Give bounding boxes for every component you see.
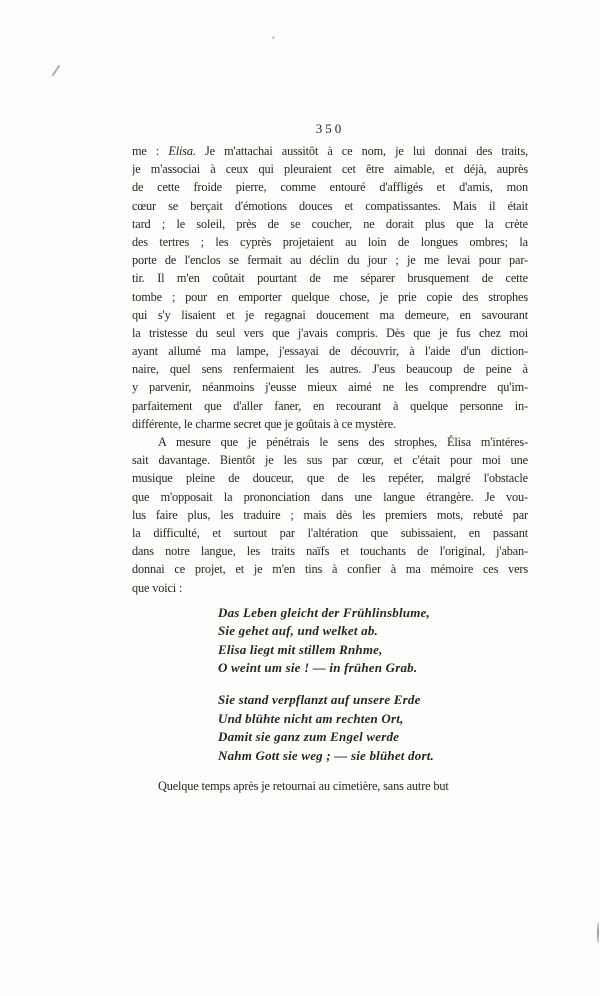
text-line: parfaitement que d'aller faner, en recourant à quelque personne in- bbox=[132, 398, 528, 413]
verse-line: Elisa liegt mit stillem Rnhme, bbox=[218, 641, 383, 657]
text-line: tard ; le soleil, près de se coucher, ne dorait plus que la crète bbox=[132, 216, 528, 231]
text-line: des tertres ; les cyprès projetaient au loin de longues ombres; la bbox=[132, 234, 528, 249]
paragraph bbox=[132, 433, 528, 597]
text-line: sait davantage. Bientôt je les sus par cœur, et c'était pour moi une bbox=[132, 453, 528, 468]
verse-line: Und blühte nicht am rechten Ort, bbox=[218, 710, 404, 726]
verse-line: Sie stand verpflanzt auf unsere Erde bbox=[218, 692, 421, 708]
text-line: A mesure que je pénétrais le sens des strophes, Élisa m'intéres- bbox=[158, 435, 528, 449]
text-line: lus faire plus, les traduire ; mais dès les premiers mots, rebuté par bbox=[132, 507, 528, 522]
text-line: la tristesse du seul vers que j'avais compris. Dès que je fus chez moi bbox=[132, 325, 528, 340]
scan-artifact-slash bbox=[52, 65, 61, 77]
text-line: donnai ce projet, et je m'en tins à confier à ma mémoire ces vers bbox=[132, 562, 528, 577]
text-line: que m'opposait la prononciation dans une langue étrangère. Je vou- bbox=[132, 489, 528, 504]
text-line: me : Elisa. Je m'attachai aussitôt à ce nom, je lui donnai des traits, bbox=[132, 144, 528, 158]
text-line: que voici : bbox=[132, 580, 183, 595]
verse-line: O weint um sie ! — in frühen Grab. bbox=[218, 660, 418, 676]
verse-stanza bbox=[218, 604, 528, 678]
verse-line: Nahm Gott sie weg ; — sie blühet dort. bbox=[218, 747, 434, 763]
text-line: qui s'y lisaient et je regagnai doucement ma demeure, en savourant bbox=[132, 307, 528, 322]
text-line: musique pleine de douceur, que de les repéter, malgré l'obstacle bbox=[132, 471, 528, 486]
text-line: de cette froide pierre, comme entouré d'affligés et d'amis, mon bbox=[132, 180, 528, 195]
text-line: Quelque temps après je retournai au cimetière, sans autre but bbox=[158, 779, 449, 794]
text-line: dans notre langue, les traits naïfs et touchants de l'original, j'aban- bbox=[132, 544, 528, 559]
verse-line: Das Leben gleicht der Frühlinsblume, bbox=[218, 604, 430, 620]
verse-line: Damit sie ganz zum Engel werde bbox=[218, 729, 400, 745]
scan-artifact-dot bbox=[272, 36, 275, 39]
paragraph bbox=[132, 777, 528, 795]
page-body bbox=[132, 142, 528, 796]
verse-stanza bbox=[218, 691, 528, 765]
verse-line: Sie gehet auf, und welket ab. bbox=[218, 623, 378, 639]
text-line: porte de l'enclos se fermait au déclin du jour ; je me levai pour par- bbox=[132, 253, 528, 268]
text-line: la difficulté, et surtout par l'altération que subissaient, en passant bbox=[132, 525, 528, 540]
text-line: tombe ; pour en emporter quelque chose, je prie copie des strophes bbox=[132, 289, 528, 304]
text-line: naire, quel sens renfermaient les autres. J'eus beaucoup de peine à bbox=[132, 362, 528, 377]
page-number: 350 bbox=[315, 121, 345, 136]
text-line: tir. Il m'en coûtait pourtant de me séparer brusquement de cette bbox=[132, 271, 528, 286]
text-line: y parvenir, néanmoins j'eusse mieux aimé ne les comprendre qu'im- bbox=[132, 380, 528, 395]
text-line: différente, le charme secret que je goûtais à ce mystère. bbox=[132, 416, 397, 431]
text-line: je m'associai à ceux qui pleuraient cet être aimable, et déjà, auprès bbox=[132, 162, 528, 177]
paragraph bbox=[132, 142, 528, 433]
text-line: cœur se berçait d'émotions douces et compatissantes. Mais il était bbox=[132, 198, 528, 213]
text-line: ayant allumé ma lampe, j'essayai de découvrir, à l'aide d'un diction- bbox=[132, 344, 528, 359]
scan-artifact-edge-line bbox=[597, 922, 599, 943]
